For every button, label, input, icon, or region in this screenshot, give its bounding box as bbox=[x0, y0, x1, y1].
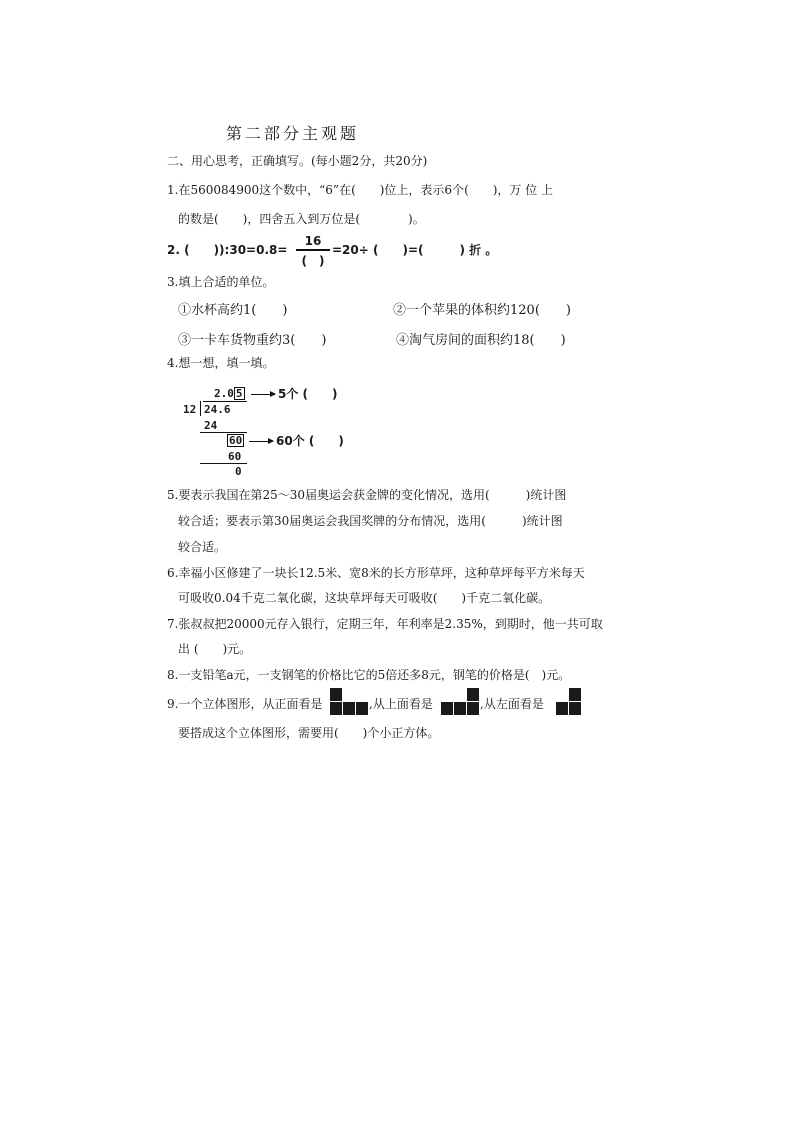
question-2-prefix: 2. ( )):30=0.8= bbox=[167, 243, 288, 257]
final-remainder: 0 bbox=[235, 465, 242, 478]
question-2-fraction bbox=[296, 234, 330, 266]
fraction-numerator: 16 bbox=[304, 234, 322, 248]
quotient-digits: 2.0 bbox=[214, 387, 234, 400]
question-9-part-3: ,从左面看是 bbox=[480, 697, 544, 711]
question-3-title: 3.填上合适的单位。 bbox=[167, 275, 275, 289]
question-6-line-2: 可吸收0.04千克二氧化碳，这块草坪每天可吸收( )千克二氧化碳。 bbox=[178, 591, 551, 605]
section-heading: 二、用心思考，正确填写。(每小题2分，共20分) bbox=[167, 154, 428, 168]
question-3-item-4: ④淘气房间的面积约18( ) bbox=[396, 333, 566, 348]
question-3-item-1: ①水杯高约1( ) bbox=[178, 303, 288, 318]
question-5-line-1: 5.要表示我国在第25～30届奥运会获金牌的变化情况，选用( )统计图 bbox=[167, 488, 567, 502]
question-7-line-1: 7.张叔叔把20000元存入银行，定期三年，年利率是2.35%，到期时，他一共可取 bbox=[167, 617, 603, 631]
question-3-item-2: ②一个苹果的体积约120( ) bbox=[393, 303, 571, 318]
arrow-2 bbox=[249, 441, 273, 442]
question-8: 8.一支铅笔a元，一支钢笔的价格比它的5倍还多8元，钢笔的价格是( )元。 bbox=[167, 668, 571, 682]
label-60-units: 60个 ( ) bbox=[276, 434, 344, 448]
fraction-bar bbox=[296, 249, 330, 251]
question-4-title: 4.想一想，填一填。 bbox=[167, 356, 275, 370]
front-view-figure bbox=[330, 688, 368, 716]
dividend: 24.6 bbox=[204, 403, 231, 416]
question-9-part-1: 9.一个立体图形，从正面看是 bbox=[167, 697, 323, 711]
question-5-line-2: 较合适；要表示第30届奥运会我国奖牌的分布情况，选用( )统计图 bbox=[178, 514, 563, 528]
step-2-line bbox=[200, 463, 247, 464]
top-view-figure bbox=[441, 688, 479, 716]
question-2-suffix: =20÷ ( )=( ) 折 。 bbox=[332, 243, 498, 257]
arrow-1 bbox=[251, 394, 275, 395]
question-3-item-3: ③一卡车货物重约3( ) bbox=[178, 333, 327, 348]
question-6-line-1: 6.幸福小区修建了一块长12.5米、宽8米的长方形草坪，这种草坪每平方米每天 bbox=[167, 566, 585, 580]
step-1: 24 bbox=[204, 419, 218, 432]
divisor: 12 bbox=[183, 403, 197, 416]
fraction-denominator: ( ) bbox=[301, 254, 325, 268]
question-5-line-3: 较合适。 bbox=[178, 540, 227, 554]
question-1-line-2: 的数是( )，四舍五入到万位是( )。 bbox=[178, 212, 425, 226]
step-2: 60 bbox=[228, 450, 242, 463]
remainder-boxed: 60 bbox=[229, 434, 243, 447]
question-9-line-2: 要搭成这个立体图形，需要用( )个小正方体。 bbox=[178, 726, 440, 740]
question-1-line-1: 1.在560084900这个数中，“6”在( )位上，表示6个( )，万 位 上 bbox=[167, 183, 554, 197]
question-7-line-2: 出 ( )元。 bbox=[178, 642, 252, 656]
question-9-part-2: ,从上面看是 bbox=[369, 697, 433, 711]
page-title: 第二部分主观题 bbox=[226, 124, 360, 143]
step-1-line bbox=[200, 432, 247, 433]
division-bracket bbox=[200, 401, 201, 416]
label-5-units: 5个 ( ) bbox=[278, 387, 338, 401]
division-bar bbox=[203, 401, 247, 402]
left-view-figure bbox=[556, 688, 581, 716]
quotient-boxed-digit: 5 bbox=[235, 387, 243, 400]
